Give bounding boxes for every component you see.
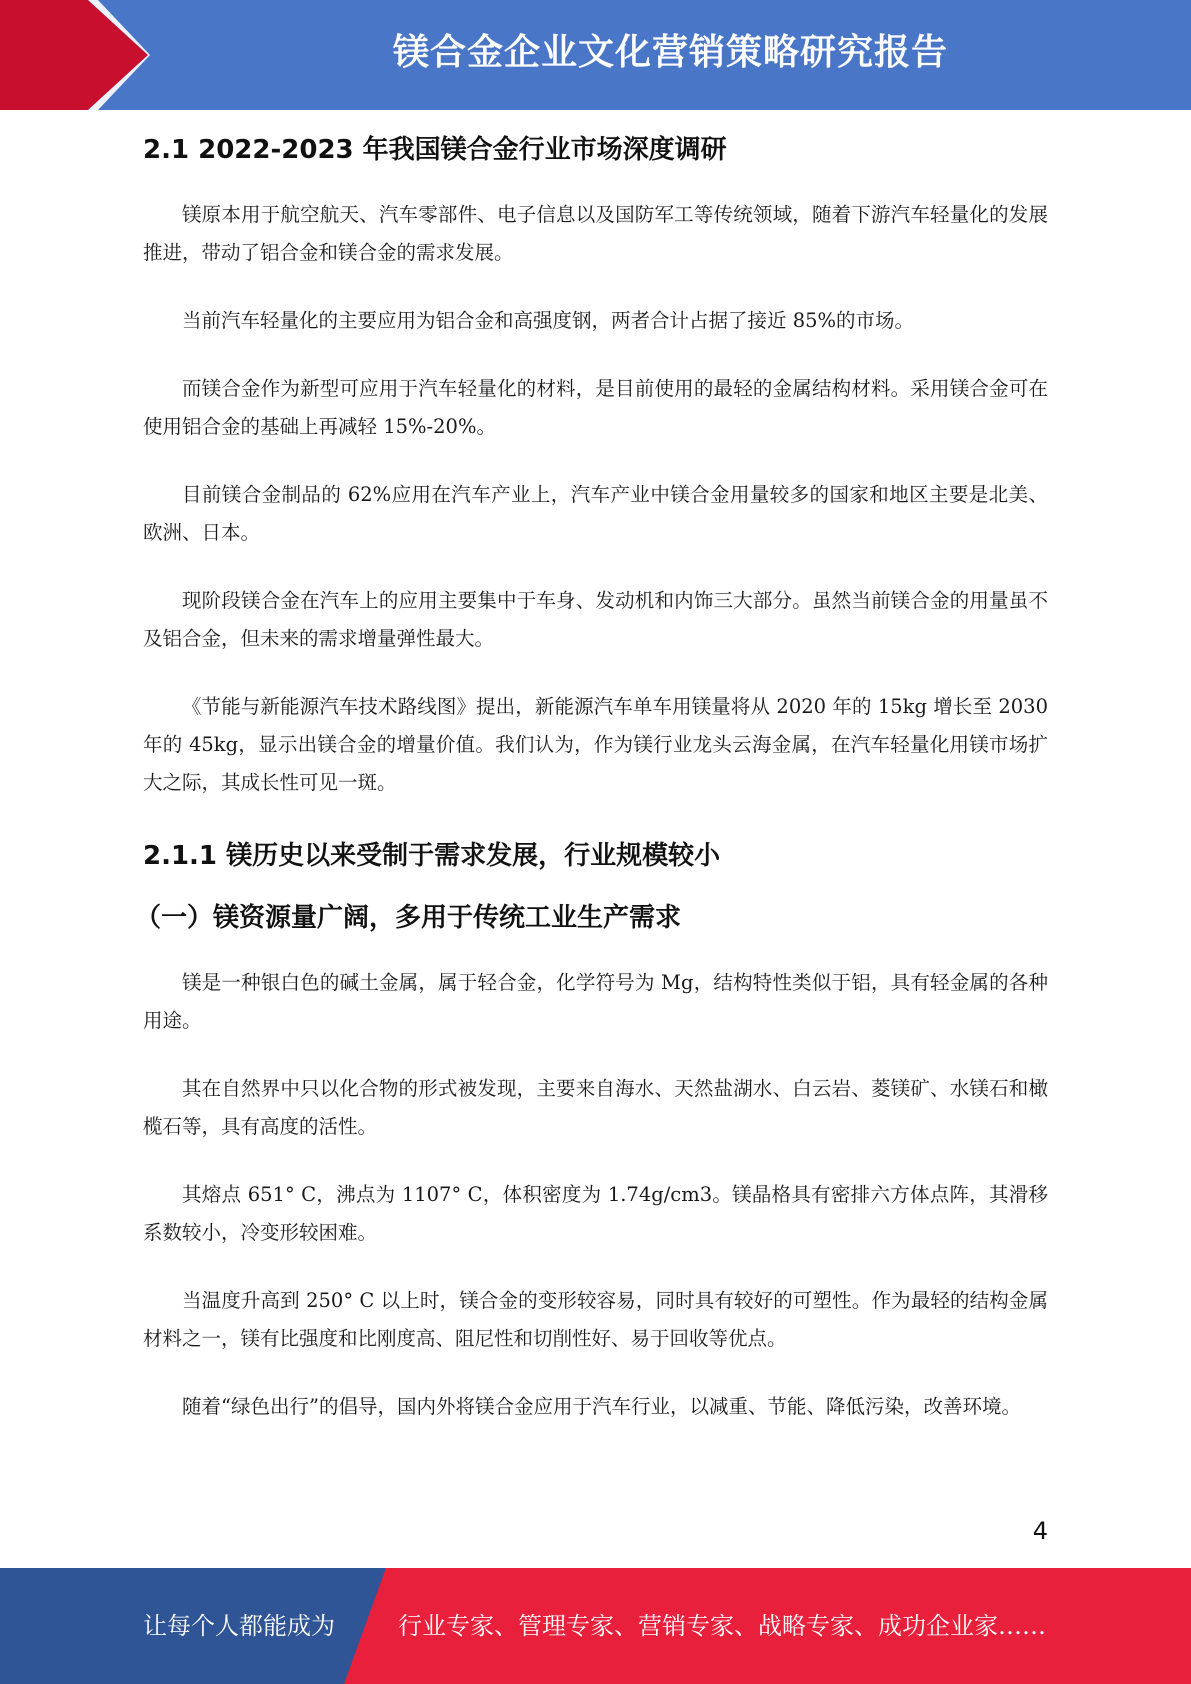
section-heading-2-1-1: 2.1.1 镁历史以来受制于需求发展，行业规模较小 [143, 841, 721, 871]
page-number: 4 [1032, 1517, 1048, 1545]
footer-slogan-left: 让每个人都能成为 [143, 1612, 335, 1640]
paragraph: 镁原本用于航空航天、汽车零部件、电子信息以及国防军工等传统领域，随着下游汽车轻量化的发展推进，带动了铝合金和镁合金的需求发展。 [143, 203, 1048, 264]
footer-slogan-right: 行业专家、管理专家、营销专家、战略专家、成功企业家…… [398, 1612, 1046, 1640]
page-header [0, 0, 1191, 110]
paragraph: 其在自然界中只以化合物的形式被发现，主要来自海水、天然盐湖水、白云岩、菱镁矿、水镁石和橄榄石等，具有高度的活性。 [143, 1077, 1048, 1138]
paragraph: 而镁合金作为新型可应用于汽车轻量化的材料，是目前使用的最轻的金属结构材料。采用镁合金可在使用铝合金的基础上再减轻 15%-20%。 [143, 377, 1048, 438]
paragraph: 当温度升高到 250° C 以上时，镁合金的变形较容易，同时具有较好的可塑性。作为最轻的结构金属材料之一，镁有比强度和比刚度高、阻尼性和切削性好、易于回收等优点。 [143, 1289, 1048, 1350]
paragraph: 当前汽车轻量化的主要应用为铝合金和高强度钢，两者合计占据了接近 85%的市场。 [182, 309, 915, 332]
paragraph: 其熔点 651° C，沸点为 1107° C，体积密度为 1.74g/cm3。镁晶格具有密排六方体点阵，其滑移系数较小，冷变形较困难。 [143, 1183, 1048, 1244]
report-title: 镁合金企业文化营销策略研究报告 [392, 32, 948, 73]
section-heading-2-1: 2.1 2022-2023 年我国镁合金行业市场深度调研 [143, 135, 727, 165]
paragraph: 《节能与新能源汽车技术路线图》提出，新能源汽车单车用镁量将从 2020 年的 15kg 增长至 2030 年的 45kg，显示出镁合金的增量价值。我们认为，作为镁行业龙头云海金属，在汽车轻量化用镁市场扩大之际，其成长性可见一斑。 [143, 695, 1048, 794]
subsection-heading-one: （一）镁资源量广阔，多用于传统工业生产需求 [135, 903, 682, 933]
paragraph: 镁是一种银白色的碱土金属，属于轻合金，化学符号为 Mg，结构特性类似于铝，具有轻金属的各种用途。 [143, 971, 1048, 1032]
paragraph: 随着“绿色出行”的倡导，国内外将镁合金应用于汽车行业，以减重、节能、降低污染，改善环境。 [182, 1395, 1021, 1418]
paragraph: 现阶段镁合金在汽车上的应用主要集中于车身、发动机和内饰三大部分。虽然当前镁合金的用量虽不及铝合金，但未来的需求增量弹性最大。 [143, 589, 1048, 650]
document-body [135, 118, 1048, 1456]
page-footer [0, 1568, 1191, 1684]
paragraph: 目前镁合金制品的 62%应用在汽车产业上，汽车产业中镁合金用量较多的国家和地区主要是北美、欧洲、日本。 [143, 483, 1048, 544]
